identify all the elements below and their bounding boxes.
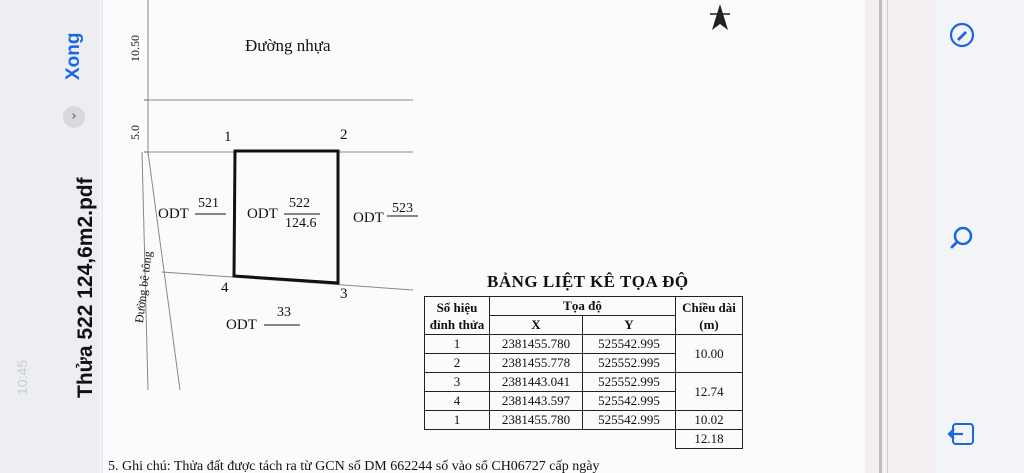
- col-header-point: [425, 297, 490, 335]
- parcel-type: ODT: [353, 210, 384, 226]
- parcel-number: 33: [277, 305, 291, 320]
- col-header-point-line2: đỉnh thửa: [429, 316, 485, 332]
- col-header-length: [676, 297, 743, 335]
- table-row: [425, 373, 743, 392]
- setback-label: 5.0: [128, 125, 142, 140]
- table-row: [425, 411, 743, 430]
- coord-table-title: BẢNG LIỆT KÊ TỌA ĐỘ: [487, 272, 689, 291]
- chevron-right-icon[interactable]: ›: [63, 106, 85, 128]
- point-label: 3: [340, 286, 348, 302]
- point-label: 2: [340, 127, 348, 143]
- table-row: [425, 335, 743, 354]
- cell-length: 10.02: [676, 411, 743, 430]
- cell-y: 525552.995: [583, 354, 676, 373]
- col-header-coord: Tọa độ: [490, 297, 676, 316]
- status-time: 10:45: [14, 359, 30, 395]
- parcel-type: ODT: [247, 206, 278, 222]
- col-header-x: X: [490, 316, 583, 335]
- col-header-point-line1: Số hiệu: [436, 299, 478, 315]
- cell-y: 525542.995: [583, 411, 676, 430]
- cell-length: 12.74: [676, 373, 743, 411]
- parcel-type: ODT: [226, 317, 257, 333]
- cell-id: 2: [425, 354, 490, 373]
- point-label: 4: [221, 280, 229, 296]
- coord-table: [424, 296, 743, 449]
- road-width-label: 10.50: [128, 35, 142, 62]
- share-icon[interactable]: [945, 416, 979, 450]
- col-header-length-line2: (m): [699, 316, 719, 332]
- concrete-road-label: Đường bê tông: [132, 250, 155, 324]
- parcel-number: 522: [289, 196, 310, 211]
- cell-id: 3: [425, 373, 490, 392]
- cell-y: 525552.995: [583, 373, 676, 392]
- cell-id: 1: [425, 335, 490, 354]
- col-header-length-line1: Chiều dài: [682, 299, 736, 315]
- cell-y: 525542.995: [583, 335, 676, 354]
- title-bar: [0, 0, 100, 473]
- north-arrow-icon: [710, 4, 730, 30]
- cell-x: 2381455.778: [490, 354, 583, 373]
- cell-length: 12.18: [676, 430, 743, 449]
- parcel-area: 124.6: [285, 216, 317, 231]
- col-header-y: Y: [583, 316, 676, 335]
- cell-x: 2381455.780: [490, 335, 583, 354]
- parcel-type: ODT: [158, 206, 189, 222]
- cell-x: 2381455.780: [490, 411, 583, 430]
- cell-id: 1: [425, 411, 490, 430]
- right-toolbar: [935, 0, 1024, 473]
- note-text: 5. Ghi chú: Thửa đất được tách ra từ GCN số DM 662244 số vào sổ CH06727 cấp ngày: [108, 459, 600, 473]
- page-edge: [865, 0, 935, 473]
- search-icon[interactable]: [945, 220, 979, 254]
- done-button[interactable]: Xong: [63, 32, 84, 80]
- cell-length: 10.00: [676, 335, 743, 373]
- markup-pen-icon[interactable]: [945, 18, 979, 52]
- cell-x: 2381443.597: [490, 392, 583, 411]
- parcel-number: 523: [392, 201, 413, 216]
- cell-x: 2381443.041: [490, 373, 583, 392]
- table-row: [425, 430, 743, 449]
- pdf-page: [100, 0, 865, 473]
- cell-id: 4: [425, 392, 490, 411]
- asphalt-road-label: Đường nhựa: [245, 36, 331, 55]
- parcel-number: 521: [198, 196, 219, 211]
- file-title[interactable]: Thửa 522 124,6m2.pdf: [74, 177, 97, 398]
- cell-y: 525542.995: [583, 392, 676, 411]
- point-label: 1: [224, 129, 232, 145]
